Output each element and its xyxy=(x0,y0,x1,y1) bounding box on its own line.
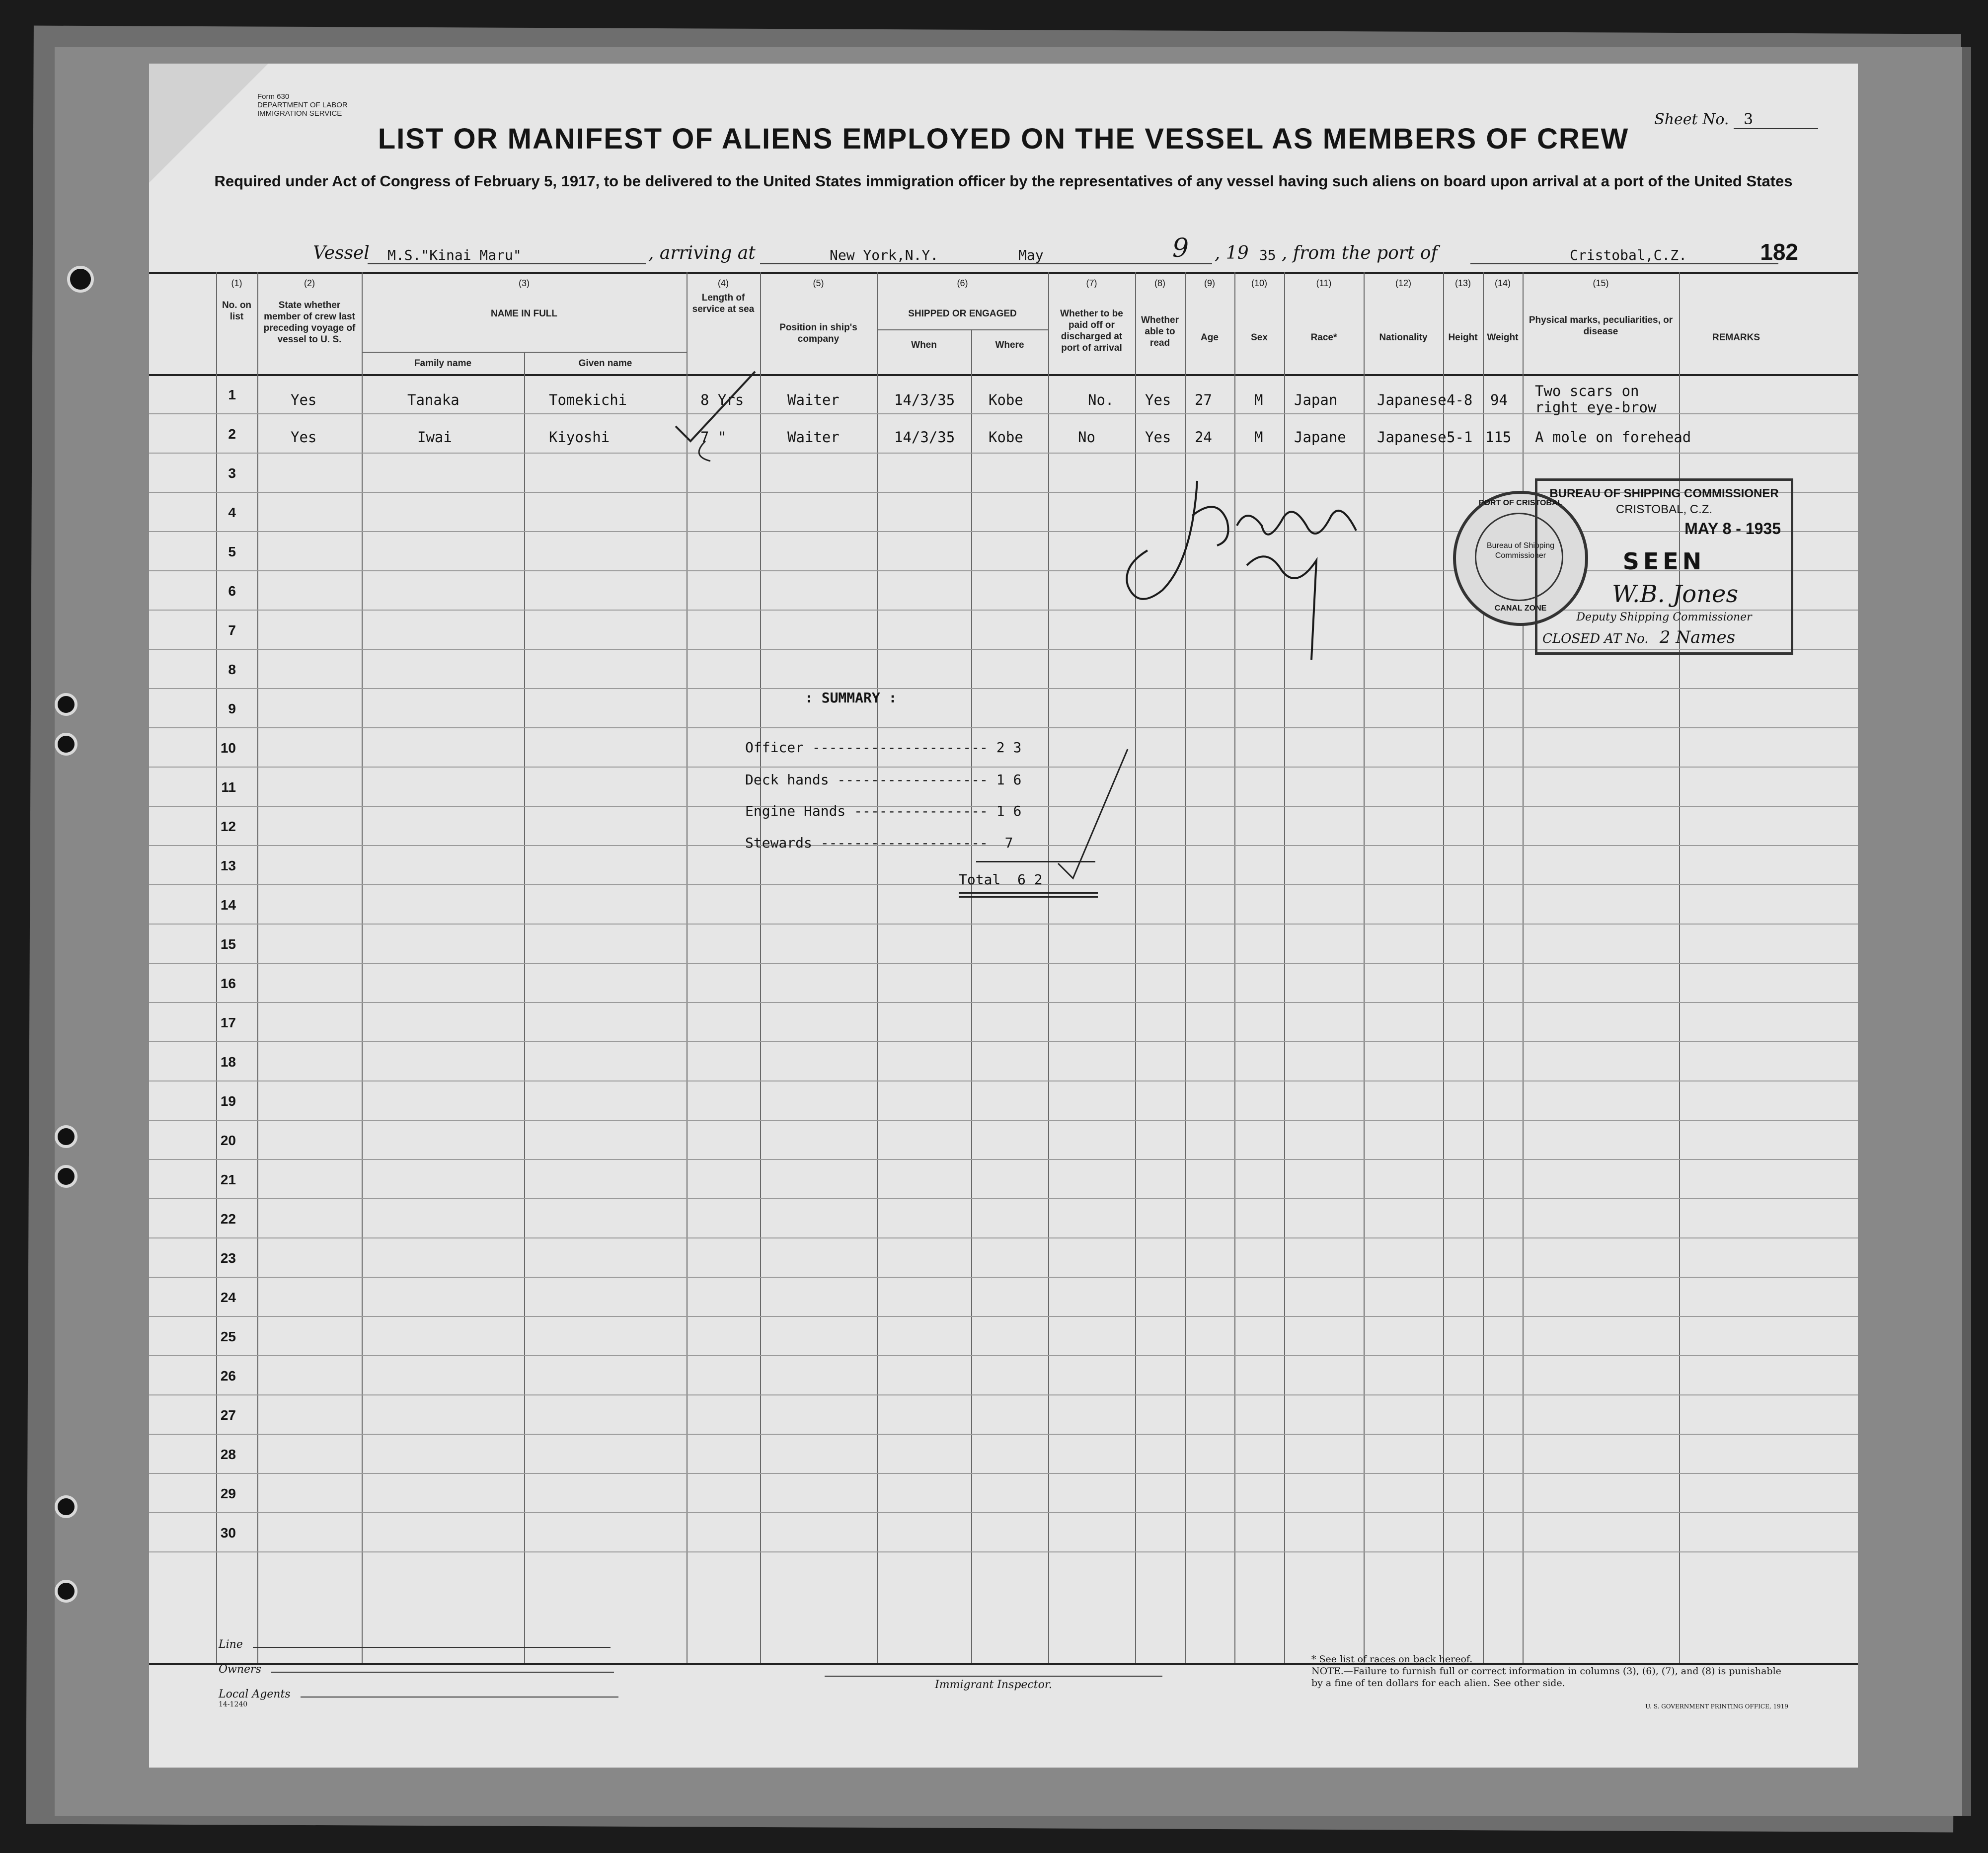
col-num-12: (12) xyxy=(1395,278,1411,288)
row-number: 30 xyxy=(220,1525,236,1541)
summary-officer: Officer --------------------- 2 3 xyxy=(745,739,1022,756)
arriving-label: , arriving at xyxy=(648,243,756,263)
row-number: 13 xyxy=(220,858,236,873)
col-num-8: (8) xyxy=(1154,278,1165,288)
check-mark xyxy=(671,367,760,466)
form-title: LIST OR MANIFEST OF ALIENS EMPLOYED ON THE VESSEL AS MEMBERS OF CREW xyxy=(378,123,1629,155)
table-top-border xyxy=(149,272,1858,274)
row-number: 10 xyxy=(220,740,236,756)
immigrant-inspector: Immigrant Inspector. xyxy=(825,1676,1162,1691)
vessel-label: Vessel xyxy=(313,243,370,263)
row-number: 4 xyxy=(228,505,236,520)
row1-given: Tomekichi xyxy=(549,391,627,408)
col-num-13: (13) xyxy=(1454,278,1471,288)
table-row xyxy=(149,1002,1858,1042)
printer-imprint: U. S. GOVERNMENT PRINTING OFFICE, 1919 xyxy=(1645,1703,1788,1710)
form-header-info: Form 630 DEPARTMENT OF LABOR IMMIGRATION SERVICE xyxy=(257,92,348,118)
header-able-to-read: Whether able to read xyxy=(1141,315,1179,348)
name-subhead-rule xyxy=(362,352,687,353)
row2-paid-off: No xyxy=(1078,429,1095,446)
row1-height: 4-8 xyxy=(1447,391,1473,408)
vessel-name: M.S."Kinai Maru" xyxy=(387,247,522,263)
from-label: , from the port of xyxy=(1282,243,1438,263)
row2-height: 5-1 xyxy=(1447,429,1473,446)
footer-form-ref: 14-1240 xyxy=(219,1700,248,1708)
header-given-name: Given name xyxy=(578,358,632,369)
stamp-date: MAY 8 - 1935 xyxy=(1684,520,1781,538)
row2-marks: A mole on forehead xyxy=(1535,429,1691,446)
row-number: 8 xyxy=(228,662,236,677)
table-row xyxy=(149,924,1858,964)
summary-total-rule xyxy=(959,892,1098,894)
row1-read: Yes xyxy=(1145,391,1171,408)
row2-service: 7 " xyxy=(700,429,727,446)
row-number: 14 xyxy=(220,897,236,913)
col-num-7: (7) xyxy=(1086,278,1097,288)
table-row xyxy=(149,1512,1858,1552)
row1-nationality: Japanese xyxy=(1377,391,1447,408)
vessel-info xyxy=(313,233,1803,267)
table-row xyxy=(149,1355,1858,1395)
year-prefix: , 19 xyxy=(1215,243,1249,263)
row2-crew: Yes xyxy=(291,429,317,446)
row-number: 5 xyxy=(228,544,236,559)
stamp-closed-value: 2 Names xyxy=(1659,627,1736,647)
arriving-port: New York,N.Y. xyxy=(830,247,939,263)
row2-when: 14/3/35 xyxy=(894,429,955,446)
row-number: 28 xyxy=(220,1447,236,1462)
header-when: When xyxy=(911,340,937,350)
arrival-month: May xyxy=(1018,247,1044,263)
header-name-in-full: NAME IN FULL xyxy=(490,309,558,319)
col-num-14: (14) xyxy=(1494,278,1511,288)
form-subtitle: Required under Act of Congress of February 5, 1917, to be delivered to the United States immigration officer by the representatives of any vessel having such aliens on board upon arrival at a port of the United States xyxy=(214,172,1793,190)
footer-agents-label: Local Agents xyxy=(219,1688,291,1700)
row-number: 9 xyxy=(228,701,236,716)
col-num-1: (1) xyxy=(231,278,242,288)
row1-race: Japan xyxy=(1294,391,1338,408)
shipping-commissioner-stamp xyxy=(1535,478,1793,655)
summary-heading: : SUMMARY : xyxy=(805,690,897,706)
header-height: Height xyxy=(1448,332,1478,343)
binder-hole xyxy=(55,1580,77,1603)
summary-total-rule2 xyxy=(959,896,1098,898)
row-number: 22 xyxy=(220,1211,236,1227)
col-num-3: (3) xyxy=(519,278,530,288)
binder-hole xyxy=(67,266,94,293)
row1-crew: Yes xyxy=(291,391,317,408)
row-number: 18 xyxy=(220,1054,236,1070)
stamp-role: Deputy Shipping Commissioner xyxy=(1576,611,1752,623)
arrival-underline xyxy=(760,263,1212,264)
table-row xyxy=(149,1316,1858,1356)
stamp-signature: W.B. Jones xyxy=(1612,580,1739,608)
vessel-underline xyxy=(368,263,646,264)
row2-family: Iwai xyxy=(417,429,452,446)
table-row xyxy=(149,1120,1858,1160)
row-number: 11 xyxy=(221,779,236,795)
col-num-9: (9) xyxy=(1204,278,1215,288)
footer-agents xyxy=(219,1688,618,1708)
shipped-subhead-rule xyxy=(877,329,1048,330)
row-number: 20 xyxy=(220,1133,236,1148)
footer-agents-rule xyxy=(301,1697,618,1698)
footer-note-races: * See list of races on back hereof. xyxy=(1311,1654,1473,1665)
row-number: 3 xyxy=(228,465,236,481)
header-length-of-service: Length of service at sea xyxy=(692,293,755,314)
binder-hole xyxy=(55,733,77,756)
from-port: Cristobal,C.Z. xyxy=(1570,247,1687,263)
row-number: 15 xyxy=(220,936,236,952)
page-number: 182 xyxy=(1760,239,1798,265)
header-sex: Sex xyxy=(1251,332,1268,343)
row1-age: 27 xyxy=(1195,391,1212,408)
stamp-line2: CRISTOBAL, C.Z. xyxy=(1615,503,1713,516)
footer-line xyxy=(219,1638,611,1651)
table-row xyxy=(149,1434,1858,1474)
row-number: 27 xyxy=(220,1407,236,1423)
row-number: 2 xyxy=(228,426,236,442)
row2-weight: 115 xyxy=(1485,429,1512,446)
table-row xyxy=(149,1394,1858,1435)
col-num-5: (5) xyxy=(813,278,824,288)
row2-age: 24 xyxy=(1195,429,1212,446)
binder-hole xyxy=(55,1125,77,1148)
table-row xyxy=(149,649,1858,689)
footer-notes xyxy=(1311,1653,1783,1689)
row2-given: Kiyoshi xyxy=(549,429,610,446)
arrival-year: 35 xyxy=(1259,247,1276,263)
header-weight: Weight xyxy=(1487,332,1519,343)
manifest-page xyxy=(149,64,1858,1768)
arrival-day: 9 xyxy=(1172,233,1189,263)
col-num-6: (6) xyxy=(957,278,968,288)
table-row xyxy=(149,1041,1858,1081)
row-number: 7 xyxy=(228,622,236,638)
row1-service: 8 Yrs xyxy=(700,391,744,408)
header-no-on-list: No. on list xyxy=(222,300,252,322)
total-check-mark xyxy=(1053,739,1133,888)
row1-when: 14/3/35 xyxy=(894,391,955,408)
row-number: 16 xyxy=(220,976,236,991)
footer-note-fine: NOTE.—Failure to furnish full or correct information in columns (3), (6), (7), and (8) is punishable by a fine of ten dollars for each alien. See other side. xyxy=(1311,1666,1781,1689)
row-number: 21 xyxy=(220,1172,236,1187)
col-num-10: (10) xyxy=(1251,278,1267,288)
row2-nationality: Japanese xyxy=(1377,429,1447,446)
table-row xyxy=(149,1277,1858,1317)
header-remarks: REMARKS xyxy=(1712,332,1760,343)
row1-family: Tanaka xyxy=(407,391,459,408)
header-where: Where xyxy=(995,340,1024,350)
seal-inner-text: Bureau of Shipping Commissioner xyxy=(1486,541,1555,560)
col-num-4: (4) xyxy=(718,278,729,288)
row1-sex: M xyxy=(1254,391,1263,408)
row2-position: Waiter xyxy=(787,429,840,446)
row2-where: Kobe xyxy=(989,429,1023,446)
table-row xyxy=(149,884,1858,925)
col-num-2: (2) xyxy=(304,278,315,288)
row-number: 24 xyxy=(220,1290,236,1305)
stamp-seen: SEEN xyxy=(1622,548,1706,575)
official-signature xyxy=(1118,471,1376,690)
row1-paid-off: No. xyxy=(1088,391,1114,408)
row1-position: Waiter xyxy=(787,391,840,408)
header-nationality: Nationality xyxy=(1379,332,1428,343)
sheet-number: Sheet No. 3 xyxy=(1654,111,1818,129)
table-row xyxy=(149,1198,1858,1238)
binder-hole xyxy=(55,1165,77,1188)
row-number: 6 xyxy=(228,583,236,599)
header-shipped-engaged: SHIPPED OR ENGAGED xyxy=(908,309,1017,319)
footer-line-rule xyxy=(253,1647,611,1648)
row2-sex: M xyxy=(1254,429,1263,446)
header-family-name: Family name xyxy=(414,358,472,369)
row2-race: Japane xyxy=(1294,429,1346,446)
binder-hole xyxy=(55,1495,77,1518)
header-crew-last-voyage: State whether member of crew last preceding voyage of vessel to U. S. xyxy=(263,300,356,345)
header-physical-marks: Physical marks, peculiarities, or disease xyxy=(1529,315,1673,337)
footer-owners xyxy=(219,1663,614,1676)
col-num-11: (11) xyxy=(1316,278,1332,288)
header-paid-off: Whether to be paid off or discharged at port of arrival xyxy=(1060,309,1123,353)
header-age: Age xyxy=(1201,332,1219,343)
table-row xyxy=(149,1237,1858,1278)
table-row xyxy=(149,1473,1858,1513)
header-race: Race* xyxy=(1310,332,1337,343)
row1-weight: 94 xyxy=(1490,391,1508,408)
seal-bottom-text: CANAL ZONE xyxy=(1494,604,1547,613)
row2-read: Yes xyxy=(1145,429,1171,446)
row1-where: Kobe xyxy=(989,391,1023,408)
row-number: 23 xyxy=(220,1250,236,1266)
row-number: 25 xyxy=(220,1329,236,1344)
table-row xyxy=(149,688,1858,728)
summary-engine: Engine Hands ---------------- 1 6 xyxy=(745,803,1022,819)
stamp-closed-label: CLOSED AT No. xyxy=(1542,631,1649,646)
from-underline xyxy=(1470,263,1778,264)
seal-outer-text: PORT OF CRISTOBAL xyxy=(1478,499,1563,507)
row-number: 29 xyxy=(220,1486,236,1501)
stamp-line1: BUREAU OF SHIPPING COMMISSIONER xyxy=(1549,487,1779,500)
row1-marks2: right eye-brow xyxy=(1535,399,1657,416)
summary-total: Total 6 2 xyxy=(959,871,1043,888)
row-number: 19 xyxy=(220,1093,236,1109)
stamp-closed xyxy=(1542,627,1735,647)
binder-hole xyxy=(55,693,77,716)
row-number: 17 xyxy=(220,1015,236,1030)
col-num-15: (15) xyxy=(1593,278,1609,288)
row-number: 1 xyxy=(228,387,236,402)
row-number: 12 xyxy=(220,819,236,834)
footer-line-label: Line xyxy=(219,1638,243,1651)
header-position: Position in ship's company xyxy=(779,322,857,344)
table-row xyxy=(149,963,1858,1003)
table-row xyxy=(149,1081,1858,1121)
footer-owners-rule xyxy=(271,1672,614,1673)
footer-owners-label: Owners xyxy=(219,1663,261,1676)
summary-stewards: Stewards -------------------- 7 xyxy=(745,835,1013,851)
row-number: 26 xyxy=(220,1368,236,1384)
summary-deck: Deck hands ------------------ 1 6 xyxy=(745,772,1022,788)
row1-marks: Two scars on xyxy=(1535,383,1639,399)
table-row xyxy=(149,1159,1858,1199)
